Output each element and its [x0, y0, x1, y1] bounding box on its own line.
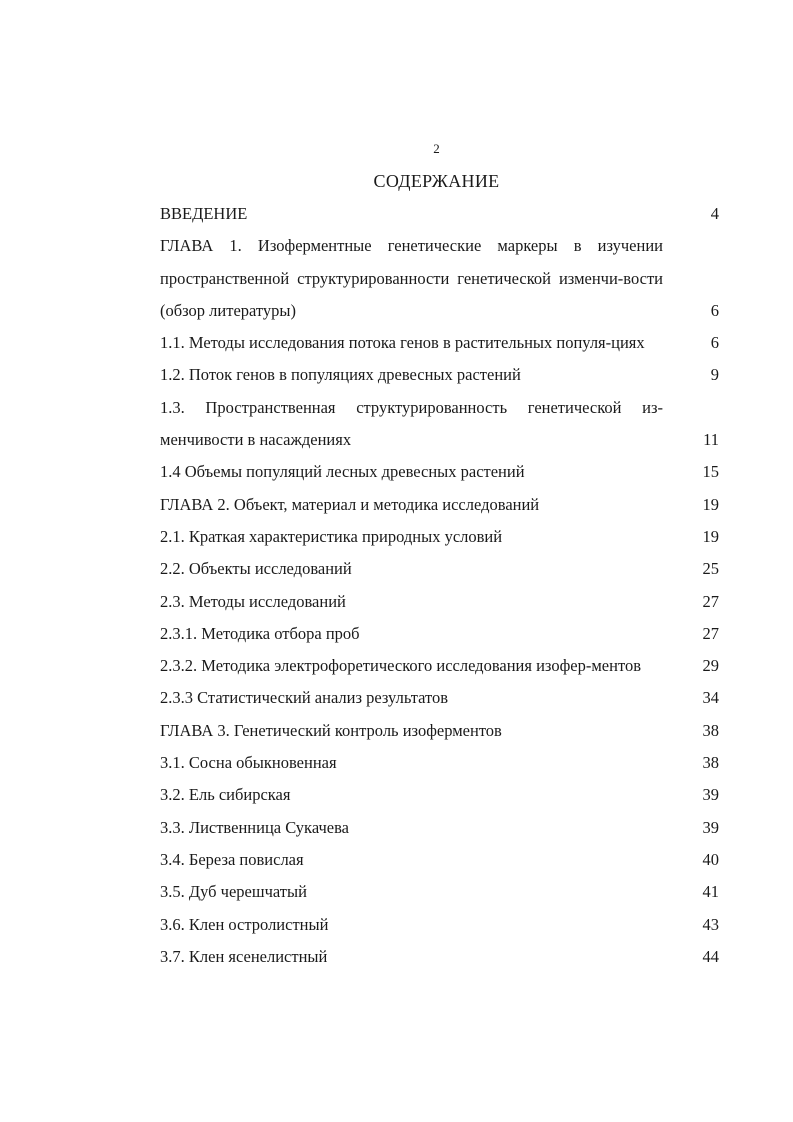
- toc-entry: [160, 682, 719, 714]
- toc-entry-text: ГЛАВА 3. Генетический контроль изоферментов: [160, 720, 502, 740]
- page-number: 2: [433, 141, 440, 156]
- toc-entry-page: 43: [702, 914, 719, 934]
- toc-entry-page: 34: [702, 688, 719, 708]
- toc-entry-text: ВВЕДЕНИЕ: [160, 204, 248, 223]
- toc-entry-text: 2.2. Объекты исследований: [160, 559, 352, 579]
- toc-entry: [160, 941, 719, 973]
- toc-entry: [160, 876, 719, 908]
- toc-entry-text: 3.4. Береза повислая: [160, 849, 304, 869]
- table-of-contents: [160, 198, 719, 973]
- toc-entry-text: 3.3. Лиственница Сукачева: [160, 817, 350, 837]
- toc-entry-text: ГЛАВА 2. Объект, материал и методика исследований: [160, 494, 540, 514]
- toc-entry-page: 41: [702, 882, 719, 902]
- toc-entry-text: 3.6. Клен остролистный: [160, 914, 329, 934]
- toc-entry-page: 15: [702, 462, 719, 482]
- toc-entry-page: 44: [702, 946, 719, 966]
- toc-entry: [160, 715, 719, 747]
- toc-entry-text: 2.1. Краткая характеристика природных условий: [160, 526, 503, 546]
- toc-entry: [160, 359, 719, 391]
- toc-entry: [160, 230, 719, 327]
- toc-entry-text: 2.3.3 Статистический анализ результатов: [160, 688, 449, 708]
- toc-entry-page: 39: [702, 817, 719, 837]
- toc-entry: [160, 521, 719, 553]
- toc-entry: [160, 779, 719, 811]
- toc-entry: [160, 489, 719, 521]
- toc-title: СОДЕРЖАНИЕ: [373, 171, 500, 191]
- toc-entry-page: 6: [710, 300, 719, 320]
- toc-entry-page: 9: [710, 365, 719, 385]
- toc-entry-text: 2.3.1. Методика отбора проб: [160, 623, 360, 643]
- toc-entry-page: 25: [702, 559, 719, 579]
- toc-entry: [160, 812, 719, 844]
- toc-entry-text: 3.1. Сосна обыкновенная: [160, 753, 337, 773]
- toc-entry-text: 1.3. Пространственная структурированность генетической из-менчивости в насаждениях: [160, 397, 663, 450]
- toc-entry-page: 11: [703, 430, 719, 450]
- toc-entry: [160, 586, 719, 618]
- toc-entry-page: 40: [702, 849, 719, 869]
- toc-entry: [160, 392, 719, 457]
- toc-entry: [160, 650, 719, 682]
- toc-entry: [160, 844, 719, 876]
- toc-entry: [160, 327, 719, 359]
- toc-entry: [160, 747, 719, 779]
- toc-entry-text: 1.4 Объемы популяций лесных древесных растений: [160, 462, 525, 482]
- toc-entry-text: 3.7. Клен ясенелистный: [160, 946, 328, 966]
- toc-entry: [160, 553, 719, 585]
- toc-entry-page: 6: [710, 333, 719, 353]
- toc-entry-text: 2.3.2. Методика электрофоретического исследования изофер-ментов: [160, 656, 641, 676]
- toc-entry-text: 1.2. Поток генов в популяциях древесных растений: [160, 365, 521, 385]
- toc-entry-page: 39: [702, 785, 719, 805]
- toc-entry: [160, 618, 719, 650]
- toc-entry-text: 1.1. Методы исследования потока генов в растительных популя-циях: [160, 333, 645, 353]
- toc-entry-page: 4: [710, 204, 719, 223]
- toc-entry-page: 19: [702, 526, 719, 546]
- toc-entry: [160, 198, 719, 230]
- toc-entry-page: 38: [702, 753, 719, 773]
- toc-entry-text: ГЛАВА 1. Изоферментные генетические маркеры в изучении пространственной структурированности генетической изменчи-вости (обзор литературы): [160, 236, 663, 320]
- toc-entry-page: 38: [702, 720, 719, 740]
- toc-entry-page: 29: [702, 656, 719, 676]
- toc-entry-text: 3.2. Ель сибирская: [160, 785, 291, 805]
- toc-entry-page: 27: [702, 591, 719, 611]
- toc-entry: [160, 909, 719, 941]
- toc-entry-page: 19: [702, 494, 719, 514]
- toc-entry: [160, 456, 719, 488]
- toc-entry-text: 2.3. Методы исследований: [160, 591, 346, 611]
- toc-entry-page: 27: [702, 623, 719, 643]
- toc-entry-text: 3.5. Дуб черешчатый: [160, 882, 307, 902]
